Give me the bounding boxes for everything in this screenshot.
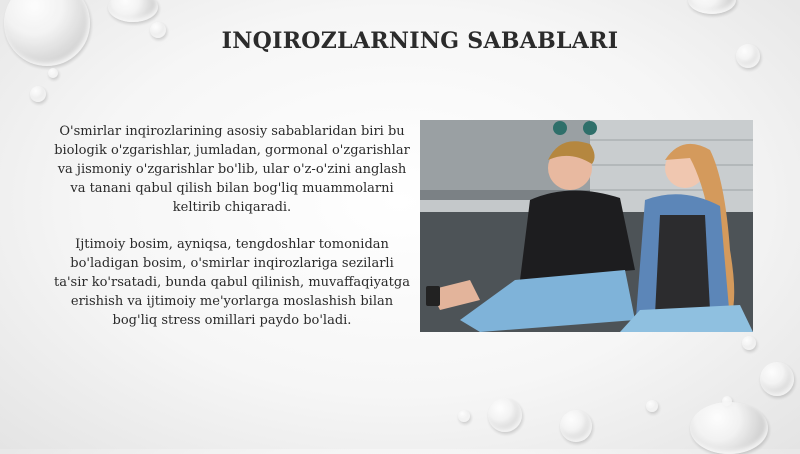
paragraph-biological-changes: O'smirlar inqirozlarining asosiy sabablaridan biri bu biologik o'zgarishlar, jumladan, gormonal o'zgarishlar va jismoniy o'zgarishlar bo'lib, ular o'z-o'zini anglash va tanani qabul qilish bilan bog'liq muammolarni keltirib chiqaradi. [54,124,410,215]
water-drop-decoration [30,86,46,102]
water-drop-decoration [760,362,794,396]
slide-body [52,122,412,348]
water-drop-decoration [108,0,158,22]
teenagers-photo [420,120,753,332]
water-drop-decoration [48,68,58,78]
teenagers-photo-illustration [420,120,753,332]
water-drop-decoration [646,400,658,412]
water-drop-decoration [150,22,166,38]
water-drop-decoration [742,336,756,350]
paragraph-social-pressure: Ijtimoiy bosim, ayniqsa, tengdoshlar tomonidan bo'ladigan bosim, o'smirlar inqirozlariga sezilarli ta'sir ko'rsatadi, bunda qabul qilinish, muvaffaqiyatga erishish va ijtimoiy me'yorlarga moslashish bilan bog'liq stress omillari paydo bo'ladi. [54,237,410,328]
water-drop-decoration [560,410,592,442]
water-drop-decoration [736,44,760,68]
slide-title: INQIROZLARNING SABABLARI [221,28,619,54]
water-drop-decoration [4,0,90,66]
water-drop-decoration [688,0,736,14]
water-drop-decoration [458,410,470,422]
water-drop-decoration [488,398,522,432]
water-drop-decoration [690,402,768,454]
